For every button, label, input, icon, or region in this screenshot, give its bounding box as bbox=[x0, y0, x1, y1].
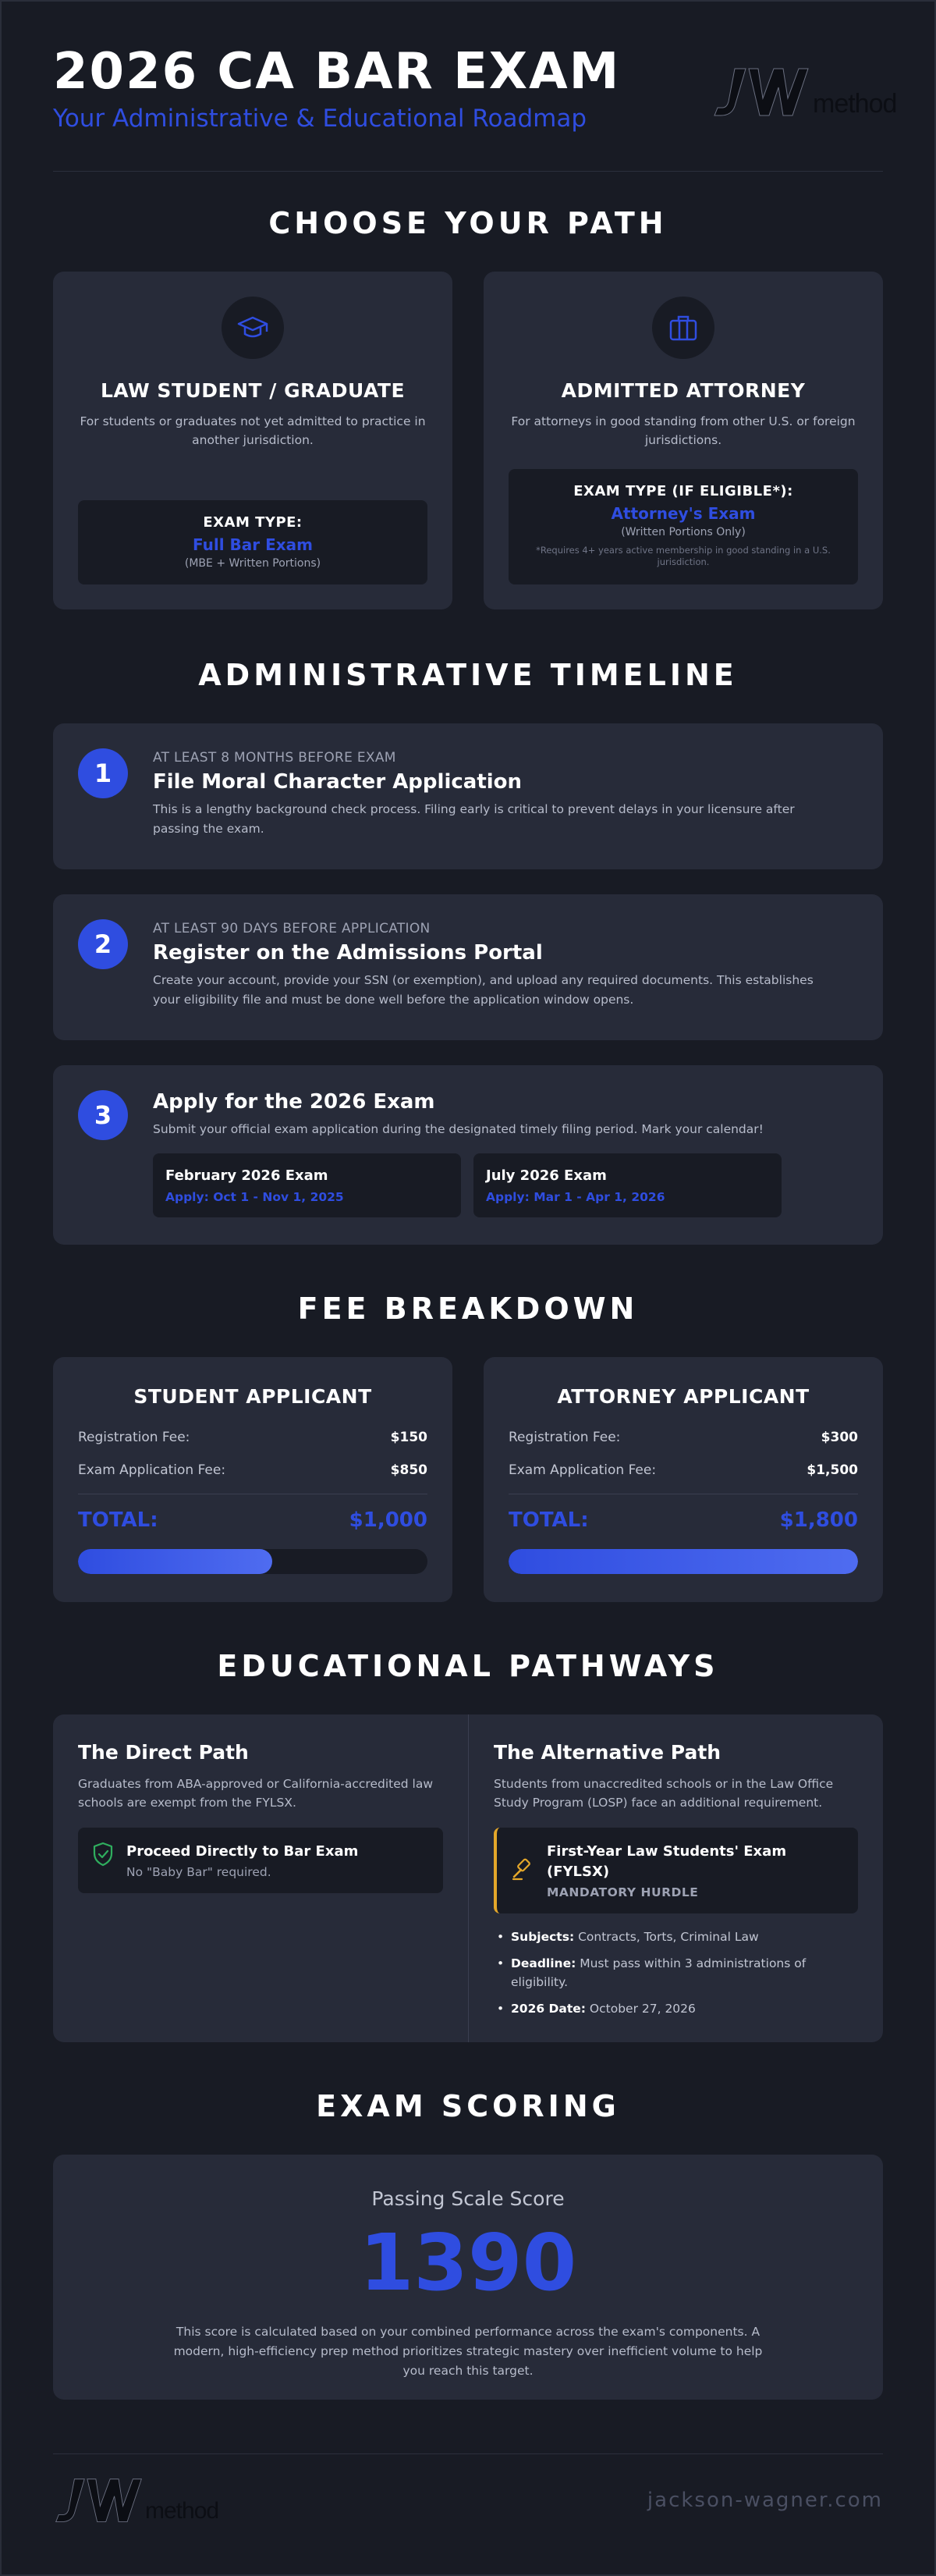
exam-type-value: Attorney's Exam bbox=[611, 504, 756, 523]
fee-row-registration bbox=[78, 1430, 427, 1445]
exam-type-box bbox=[509, 469, 858, 584]
logo-text: method bbox=[145, 2498, 219, 2524]
jw-logo-mark-icon bbox=[711, 64, 821, 123]
step-description: Create your account, provide your SSN (or exemption), and upload any required documents. This establishes your eligibility file and must be done well before the application window opens. bbox=[153, 973, 814, 1007]
fee-row-application bbox=[509, 1462, 858, 1478]
step-description: This is a lengthy background check process. Filing early is critical to prevent delays in your licensure after passing the exam. bbox=[153, 802, 795, 836]
fee-total-label: TOTAL: bbox=[509, 1508, 589, 1532]
step-number: 1 bbox=[78, 748, 128, 798]
fee-row-registration bbox=[509, 1430, 858, 1445]
graduation-cap-icon bbox=[222, 297, 284, 359]
path-description: For attorneys in good standing from other U.S. or foreign jurisdictions. bbox=[511, 414, 856, 447]
fee-total bbox=[78, 1508, 427, 1532]
step-number: 2 bbox=[78, 919, 128, 969]
fee-total bbox=[509, 1508, 858, 1532]
exam-type-note: (MBE + Written Portions) bbox=[184, 557, 321, 570]
step-description: Submit your official exam application during the designated timely filing period. Mark your calendar! bbox=[153, 1122, 764, 1136]
pathway-callout-title: Proceed Directly to Bar Exam bbox=[126, 1843, 359, 1860]
application-window-name: February 2026 Exam bbox=[165, 1167, 328, 1184]
pathway-callout-subtitle: No "Baby Bar" required. bbox=[126, 1865, 271, 1879]
page-subtitle: Your Administrative & Educational Roadmap bbox=[53, 105, 587, 133]
exam-type-box bbox=[78, 500, 427, 584]
path-card-student bbox=[53, 272, 452, 609]
fee-label: Registration Fee: bbox=[509, 1430, 621, 1445]
fee-amount: $1,500 bbox=[807, 1462, 858, 1478]
step-timing: AT LEAST 8 MONTHS BEFORE EXAM bbox=[153, 750, 396, 766]
step-timing: AT LEAST 90 DAYS BEFORE APPLICATION bbox=[153, 921, 431, 936]
pathway-direct bbox=[53, 1714, 468, 2042]
fee-total-amount: $1,800 bbox=[779, 1508, 858, 1532]
section-title-pathways: EDUCATIONAL PATHWAYS bbox=[217, 1649, 719, 1683]
pathway-title: The Alternative Path bbox=[494, 1741, 722, 1764]
fee-progress-bar bbox=[78, 1549, 427, 1574]
timeline bbox=[53, 723, 883, 1245]
fee-amount: $300 bbox=[821, 1430, 858, 1445]
fee-label: Registration Fee: bbox=[78, 1430, 190, 1445]
step-title: Register on the Admissions Portal bbox=[153, 941, 543, 965]
section-title-paths: CHOOSE YOUR PATH bbox=[268, 206, 668, 240]
list-item-text: October 27, 2026 bbox=[585, 2002, 696, 2016]
application-window-name: July 2026 Exam bbox=[486, 1167, 607, 1184]
step-body bbox=[153, 921, 844, 1010]
step-title: Apply for the 2026 Exam bbox=[153, 1090, 435, 1114]
pathways-card bbox=[53, 1714, 883, 2042]
footer-website-link[interactable]: jackson-wagner.com bbox=[647, 2489, 883, 2512]
shield-check-icon bbox=[92, 1842, 114, 1870]
list-item-label: Subjects: bbox=[511, 1930, 575, 1944]
fee-card-student bbox=[53, 1357, 452, 1602]
pathway-description: Students from unaccredited schools or in the Law Office Study Program (LOSP) face an additional requirement. bbox=[494, 1777, 834, 1810]
fee-card-title: ATTORNEY APPLICANT bbox=[557, 1385, 810, 1408]
fee-row-application bbox=[78, 1462, 427, 1478]
application-window-date: Apply: Oct 1 - Nov 1, 2025 bbox=[165, 1190, 344, 1204]
list-item bbox=[494, 1928, 858, 1946]
path-card-attorney bbox=[484, 272, 883, 609]
exam-type-value: Full Bar Exam bbox=[192, 535, 314, 554]
exam-type-label: EXAM TYPE (IF ELIGIBLE*): bbox=[573, 483, 793, 499]
timeline-step bbox=[53, 1065, 883, 1245]
path-name: ADMITTED ATTORNEY bbox=[561, 379, 806, 402]
path-description: For students or graduates not yet admitted to practice in another jurisdiction. bbox=[80, 414, 426, 447]
pathway-title: The Direct Path bbox=[78, 1741, 249, 1764]
pathway-callout-text bbox=[126, 1842, 358, 1879]
pathway-callout-text bbox=[547, 1842, 844, 1899]
step-title: File Moral Character Application bbox=[153, 770, 523, 794]
fee-label: Exam Application Fee: bbox=[78, 1462, 226, 1478]
footer bbox=[53, 2453, 883, 2563]
fylsx-details-list bbox=[494, 1928, 858, 2018]
pathway-description: Graduates from ABA-approved or California-accredited law schools are exempt from the FYLSX. bbox=[78, 1777, 434, 1810]
timeline-step bbox=[53, 723, 883, 869]
exam-type-footnote: *Requires 4+ years active membership in good standing in a U.S. jurisdiction. bbox=[536, 545, 831, 567]
jw-logo-mark-icon bbox=[53, 2475, 153, 2529]
step-body bbox=[153, 750, 844, 839]
step-number: 3 bbox=[78, 1090, 128, 1140]
application-window bbox=[473, 1153, 782, 1217]
fee-progress-bar bbox=[509, 1549, 858, 1574]
pathway-callout-title: First-Year Law Students' Exam (FYLSX) bbox=[547, 1843, 787, 1880]
list-item-label: Deadline: bbox=[511, 1956, 576, 1970]
application-windows bbox=[153, 1153, 844, 1217]
score-description: This score is calculated based on your combined performance across the exam's components. A modern, high-efficiency prep method prioritizes strategic mastery over inefficient volume to help you reach this target. bbox=[173, 2325, 763, 2378]
step-body bbox=[153, 1090, 844, 1217]
scoring-card bbox=[53, 2155, 883, 2400]
list-item-text: Must pass within 3 administrations of eligibility. bbox=[511, 1956, 807, 1989]
list-item bbox=[494, 1999, 858, 2018]
footer-logo bbox=[53, 2475, 225, 2529]
fees-row bbox=[53, 1357, 883, 1602]
fee-progress-fill bbox=[509, 1549, 858, 1574]
exam-type-label: EXAM TYPE: bbox=[203, 514, 303, 531]
section-title-scoring: EXAM SCORING bbox=[316, 2089, 620, 2123]
fee-total-label: TOTAL: bbox=[78, 1508, 158, 1532]
exam-type-note: (Written Portions Only) bbox=[621, 526, 746, 538]
timeline-step bbox=[53, 894, 883, 1040]
logo-text: method bbox=[813, 89, 897, 119]
section-title-timeline: ADMINISTRATIVE TIMELINE bbox=[198, 658, 738, 692]
pathway-callout bbox=[78, 1828, 443, 1893]
application-window-date: Apply: Mar 1 - Apr 1, 2026 bbox=[486, 1190, 665, 1204]
application-window bbox=[153, 1153, 461, 1217]
fee-card-title: STUDENT APPLICANT bbox=[133, 1385, 372, 1408]
list-item bbox=[494, 1954, 858, 1992]
paths-row bbox=[53, 272, 883, 609]
fee-amount: $150 bbox=[390, 1430, 427, 1445]
fee-label: Exam Application Fee: bbox=[509, 1462, 657, 1478]
pathway-callout bbox=[494, 1828, 858, 1913]
list-item-label: 2026 Date: bbox=[511, 2002, 586, 2016]
fee-amount: $850 bbox=[390, 1462, 427, 1478]
page-title: 2026 CA BAR EXAM bbox=[53, 43, 621, 101]
gavel-icon bbox=[511, 1857, 534, 1884]
header bbox=[53, 2, 897, 172]
fee-total-amount: $1,000 bbox=[349, 1508, 427, 1532]
pathway-alternative bbox=[468, 1714, 883, 2042]
path-name: LAW STUDENT / GRADUATE bbox=[100, 379, 406, 402]
score-value: 1390 bbox=[359, 2217, 577, 2308]
briefcase-icon bbox=[652, 297, 714, 359]
pathway-callout-subtitle: MANDATORY HURDLE bbox=[547, 1885, 699, 1899]
list-item-text: Contracts, Torts, Criminal Law bbox=[574, 1930, 759, 1944]
fee-card-attorney bbox=[484, 1357, 883, 1602]
score-label: Passing Scale Score bbox=[371, 2187, 565, 2210]
fee-progress-fill bbox=[78, 1549, 272, 1574]
section-title-fees: FEE BREAKDOWN bbox=[297, 1292, 639, 1326]
logo bbox=[711, 64, 897, 123]
